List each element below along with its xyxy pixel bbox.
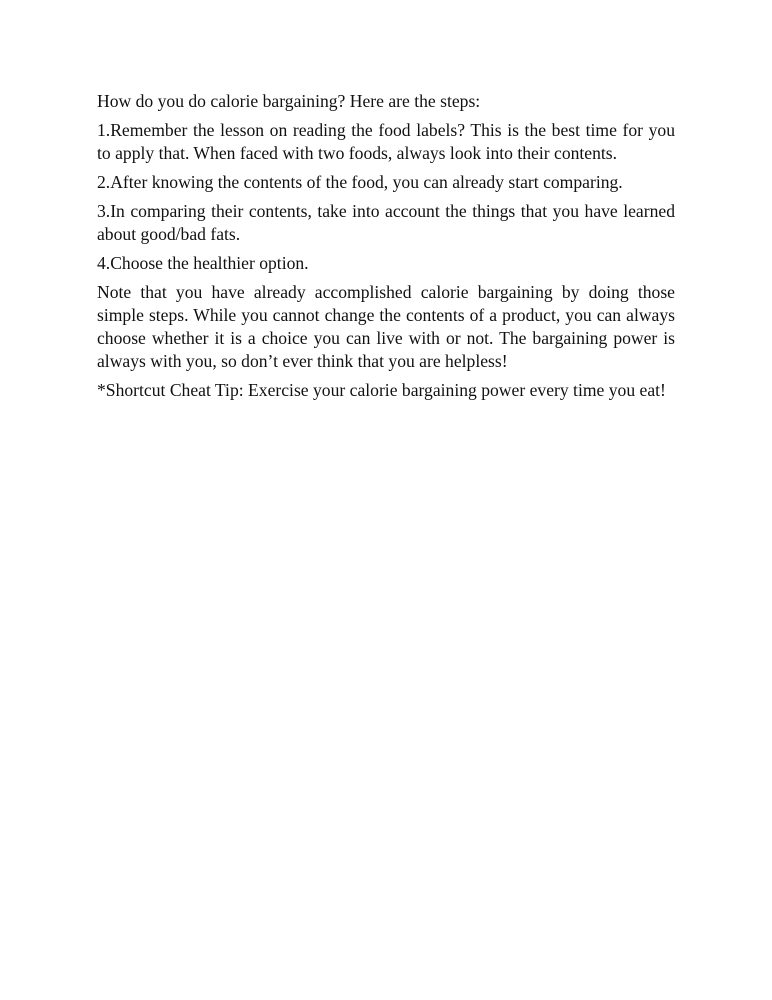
step-3-paragraph: 3.In comparing their contents, take into account the things that you have learned about good/bad fats.: [97, 201, 675, 244]
tip-paragraph: *Shortcut Cheat Tip: Exercise your calorie bargaining power every time you eat!: [97, 380, 666, 400]
note-paragraph: Note that you have already accomplished calorie bargaining by doing those simple steps. While you cannot change the contents of a product, you can always choose whether it is a choice you can live with or not. The bargaining power is always with you, so don’t ever think that you are helpless!: [97, 282, 675, 371]
step-4-paragraph: 4.Choose the healthier option.: [97, 253, 309, 273]
step-2-paragraph: 2.After knowing the contents of the food, you can already start comparing.: [97, 172, 623, 192]
step-1-paragraph: 1.Remember the lesson on reading the food labels? This is the best time for you to apply that. When faced with two foods, always look into their contents.: [97, 120, 675, 163]
intro-paragraph: How do you do calorie bargaining? Here are the steps:: [97, 91, 481, 111]
document-body: [97, 90, 675, 408]
